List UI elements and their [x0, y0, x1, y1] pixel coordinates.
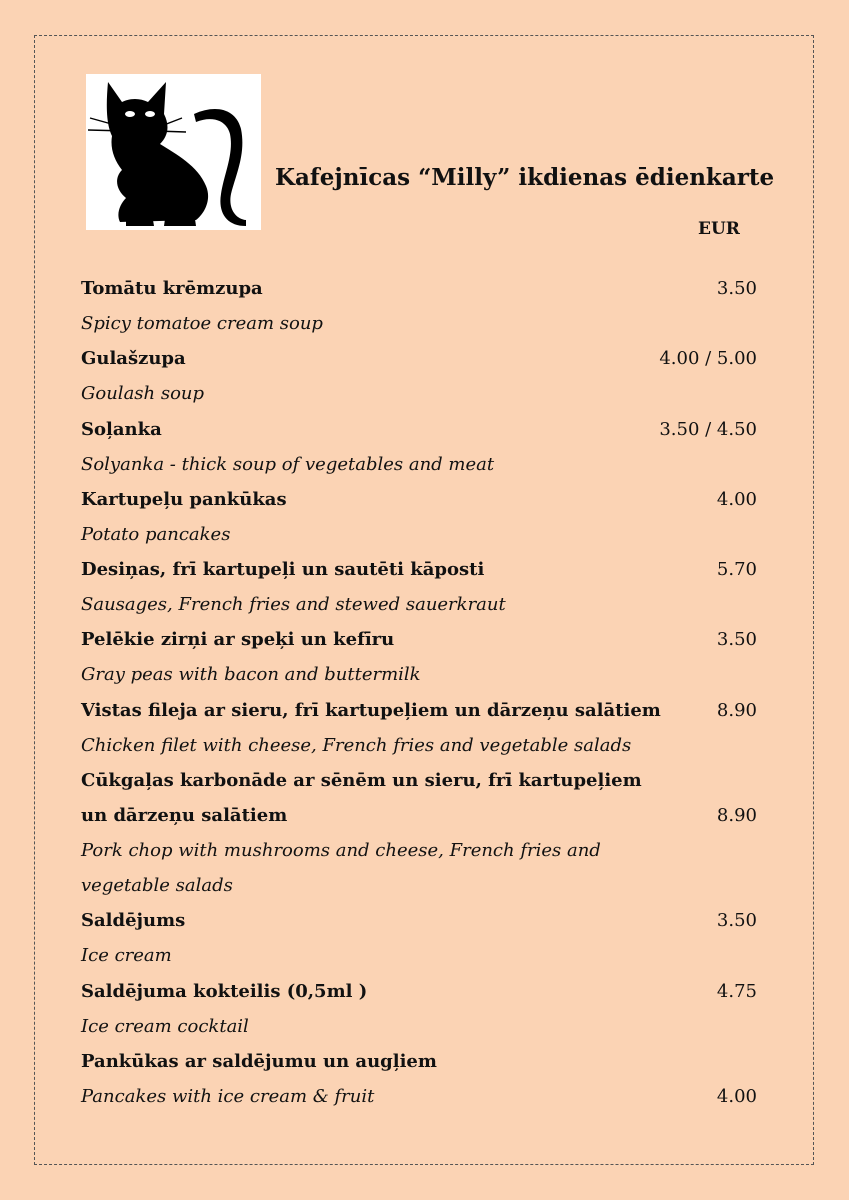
dish-description: Potato pancakes	[81, 524, 231, 545]
cat-logo-icon	[86, 74, 261, 230]
dish-price: 8.90	[716, 700, 757, 721]
dish-name: Saldējuma kokteilis (0,5ml )	[81, 981, 368, 1002]
page-title: Kafejnīcas “Milly” ikdienas ēdienkarte	[275, 164, 775, 191]
dish-price: 4.00	[716, 489, 757, 510]
dish-price: 8.90	[716, 805, 757, 826]
dish-price: 4.00 / 5.00	[659, 348, 757, 369]
dish-name: Soļanka	[81, 419, 162, 440]
dish-price: 3.50	[716, 910, 757, 931]
dish-price: 4.75	[716, 981, 757, 1002]
dish-name: Vistas fileja ar sieru, frī kartupeļiem un dārzeņu salātiem	[81, 700, 661, 721]
dish-description: Goulash soup	[81, 383, 205, 404]
dish-description: Ice cream cocktail	[81, 1016, 249, 1037]
dish-name: Tomātu krēmzupa	[81, 278, 263, 299]
currency-label: EUR	[698, 219, 740, 239]
dish-description: Solyanka - thick soup of vegetables and meat	[81, 454, 495, 475]
dish-name: Pankūkas ar saldējumu un augļiem	[81, 1051, 437, 1072]
dish-name: Gulašzupa	[81, 348, 186, 369]
dish-name: Saldējums	[81, 910, 186, 931]
dish-price: 4.00	[716, 1086, 757, 1107]
dish-description: Gray peas with bacon and buttermilk	[81, 664, 421, 685]
dish-description: Spicy tomatoe cream soup	[81, 313, 323, 334]
dish-price: 3.50 / 4.50	[659, 419, 757, 440]
dish-description: Sausages, French fries and stewed sauerkraut	[81, 594, 506, 615]
dish-price: 5.70	[716, 559, 757, 580]
dish-name-line2: un dārzeņu salātiem	[81, 805, 288, 826]
dish-price: 3.50	[716, 278, 757, 299]
dish-description: Ice cream	[81, 945, 172, 966]
dish-description: Pancakes with ice cream & fruit	[81, 1086, 375, 1107]
dish-name: Cūkgaļas karbonāde ar sēnēm un sieru, frī kartupeļiem	[81, 770, 642, 791]
dish-price: 3.50	[716, 629, 757, 650]
dish-description: Pork chop with mushrooms and cheese, French fries and	[81, 840, 601, 861]
dish-description: Chicken filet with cheese, French fries and vegetable salads	[81, 735, 632, 756]
dish-description-line2: vegetable salads	[81, 875, 233, 896]
dish-name: Pelēkie zirņi ar speķi un kefīru	[81, 629, 395, 650]
dish-name: Desiņas, frī kartupeļi un sautēti kāposti	[81, 559, 485, 580]
dish-name: Kartupeļu pankūkas	[81, 489, 287, 510]
